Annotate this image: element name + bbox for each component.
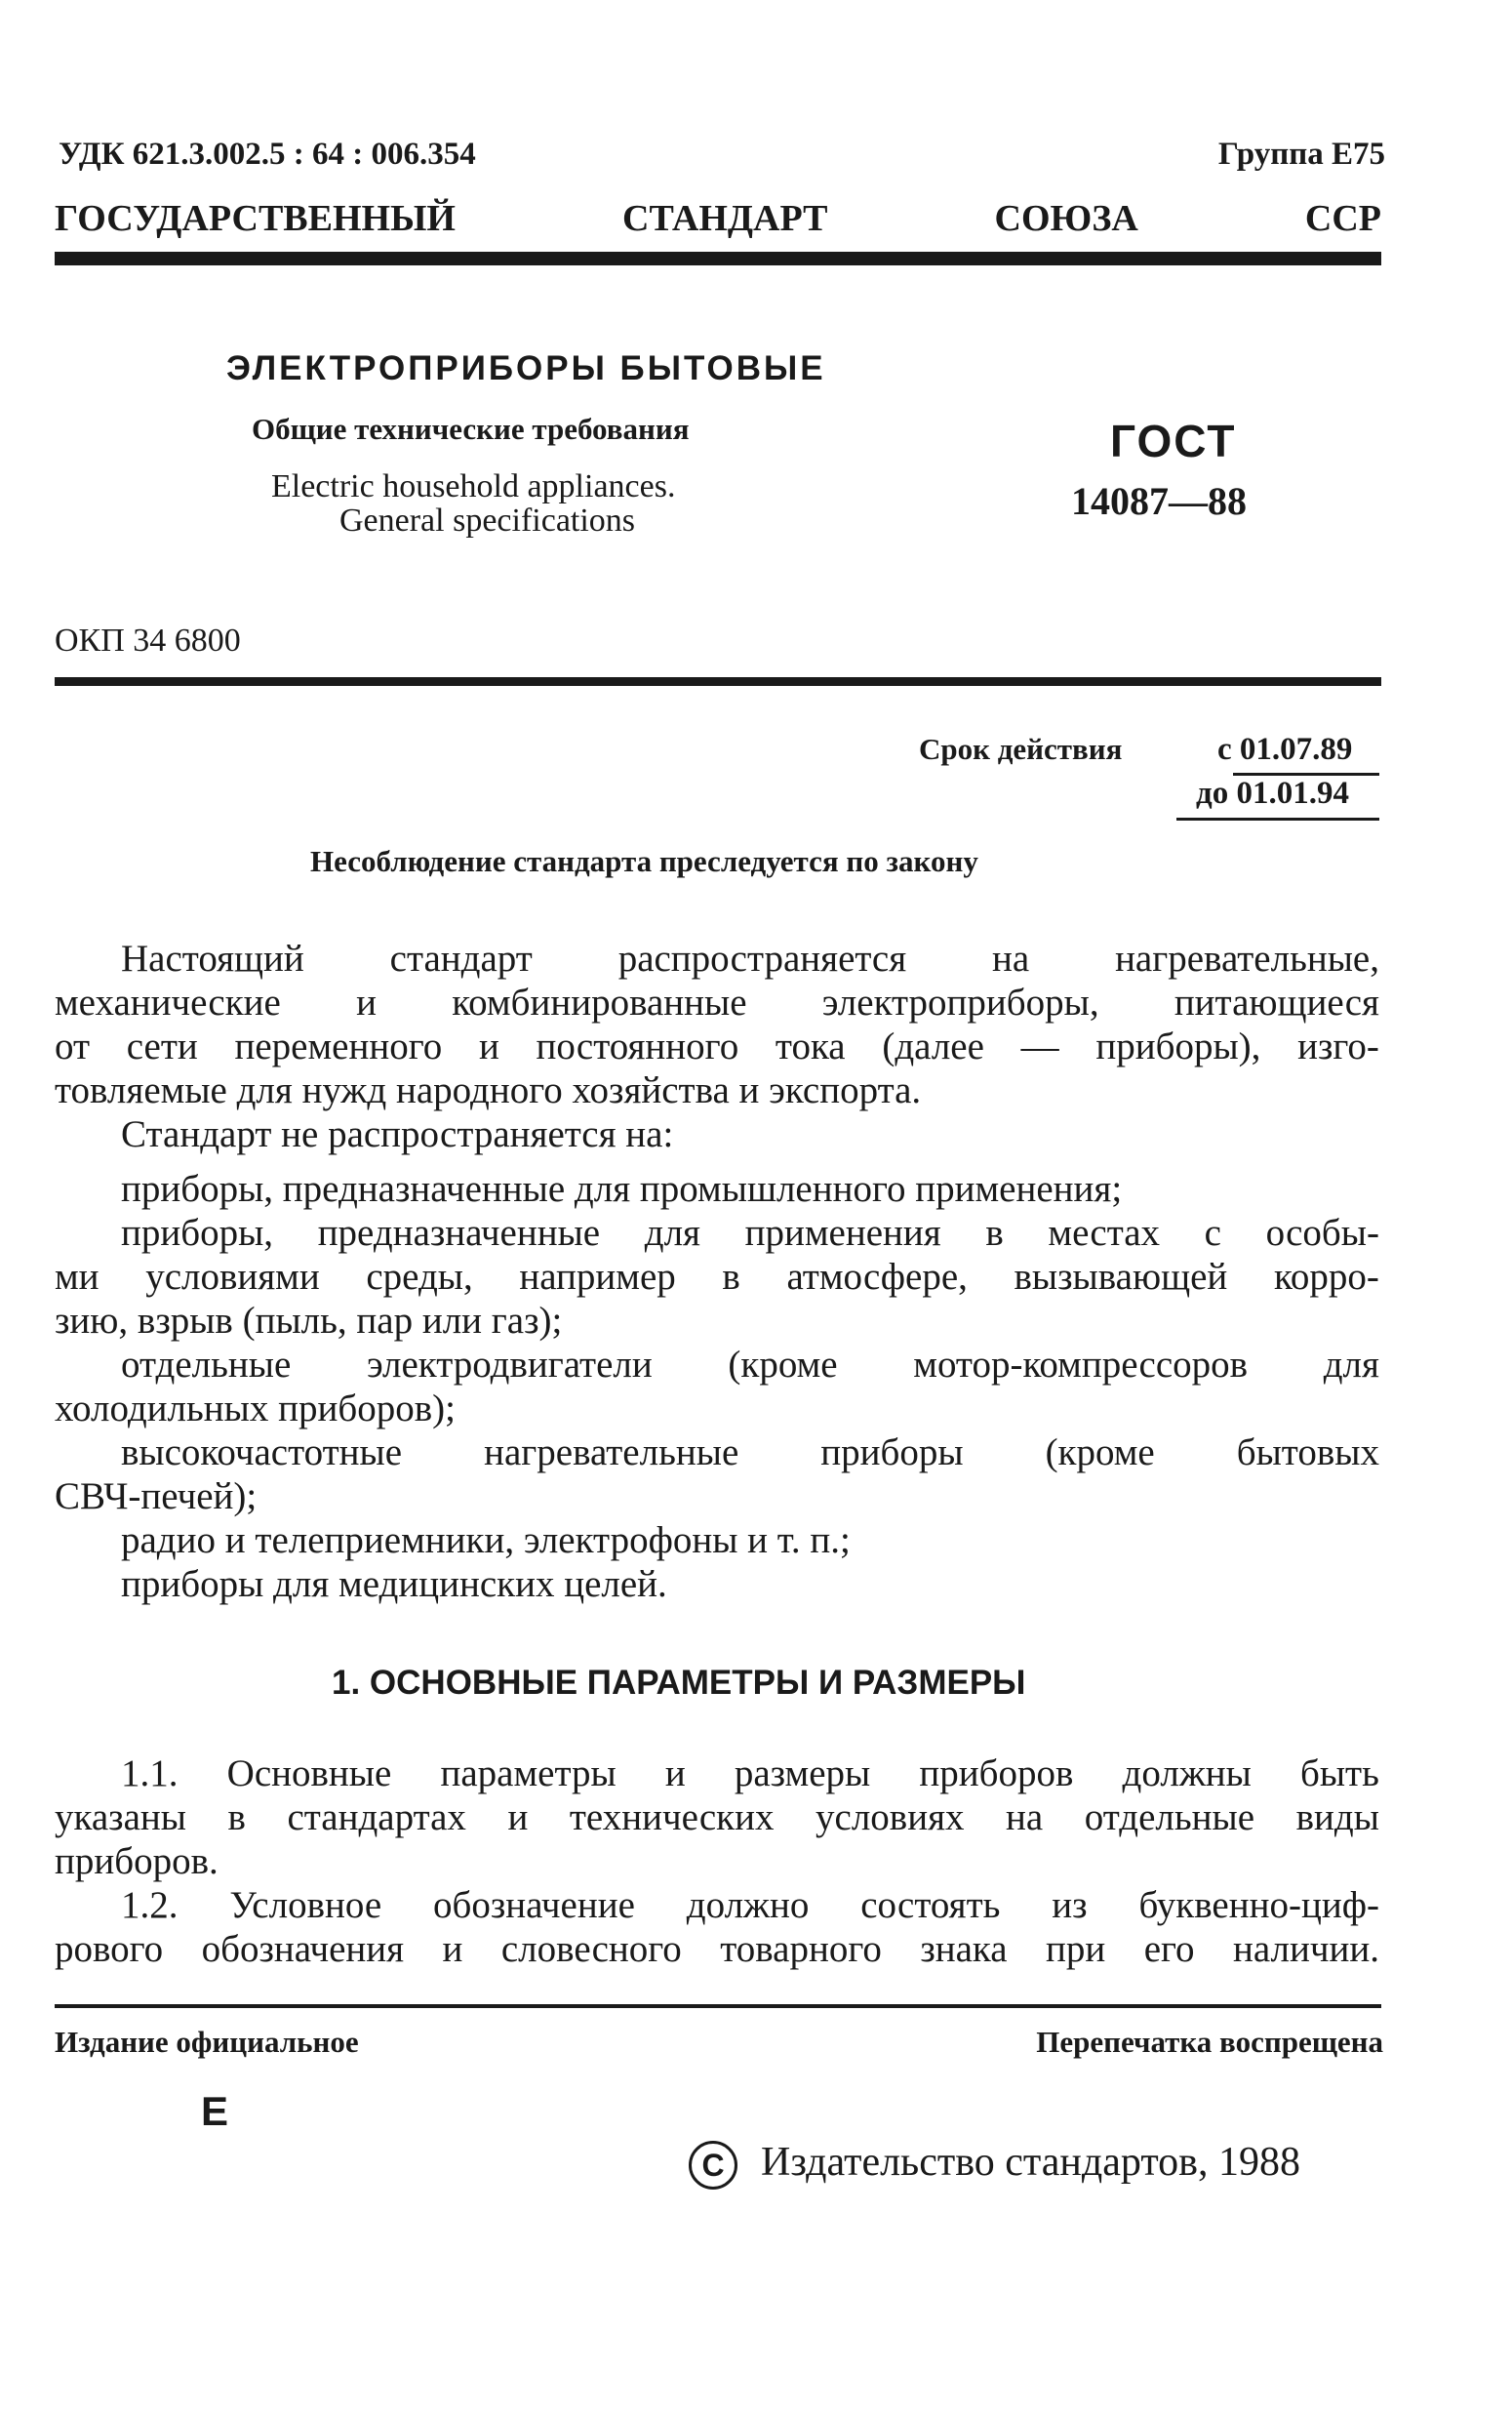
word: для	[644, 1212, 700, 1254]
word: и	[478, 1026, 499, 1067]
word: параметры	[440, 1752, 617, 1794]
word: словесного	[500, 1928, 682, 1970]
word: (кроме	[1045, 1431, 1155, 1473]
body-line: зию, взрыв (пыль, пар или газ);	[55, 1300, 563, 1342]
word: изго-	[1297, 1026, 1379, 1067]
letter-mark: Е	[201, 2088, 229, 2134]
gost-number: 14087—88	[1071, 479, 1247, 523]
word: состоять	[860, 1884, 1001, 1926]
copyright-icon: C	[689, 2141, 737, 2190]
body-line	[121, 1343, 1379, 1387]
word: переменного	[234, 1026, 443, 1067]
body-line: холодильных приборов);	[55, 1388, 456, 1429]
word: технических	[569, 1796, 775, 1838]
section-title: 1. ОСНОВНЫЕ ПАРАМЕТРЫ И РАЗМЕРЫ	[332, 1664, 1026, 1702]
validity-label: Срок действия	[919, 732, 1123, 766]
state-word: СОЮЗА	[994, 198, 1138, 239]
state-word: СТАНДАРТ	[622, 198, 828, 239]
word: например	[519, 1256, 676, 1298]
word: должно	[686, 1884, 810, 1926]
word: электроприборы,	[821, 982, 1099, 1024]
word: при	[1046, 1928, 1106, 1970]
reprint-note: Перепечатка воспрещена	[1036, 2025, 1383, 2059]
document-title: ЭЛЕКТРОПРИБОРЫ БЫТОВЫЕ	[226, 349, 826, 387]
word: из	[1052, 1884, 1088, 1926]
word: товарного	[720, 1928, 882, 1970]
word: атмосфере,	[786, 1256, 968, 1298]
group-code: Группа Е75	[1217, 137, 1385, 172]
word: нагревательные	[484, 1431, 739, 1473]
word: комбинированные	[452, 982, 747, 1024]
edition-note: Издание официальное	[55, 2025, 359, 2059]
word: в	[722, 1256, 740, 1298]
word: тока	[775, 1026, 846, 1067]
word: рового	[55, 1928, 164, 1970]
body-line	[55, 1025, 1379, 1068]
word: 1.2.	[121, 1884, 179, 1926]
validity-to: до 01.01.94	[1196, 776, 1349, 811]
section-line: приборов.	[55, 1840, 219, 1882]
word: обозначение	[433, 1884, 635, 1926]
state-word: ГОСУДАРСТВЕННЫЙ	[55, 198, 456, 239]
word: виды	[1295, 1796, 1379, 1838]
word: на	[1006, 1796, 1044, 1838]
word: и	[442, 1928, 463, 1970]
word: 1.1.	[121, 1752, 179, 1794]
word: отдельные	[121, 1344, 292, 1386]
word: (далее	[882, 1026, 984, 1067]
word: среды,	[366, 1256, 473, 1298]
body-line: товляемые для нужд народного хозяйства и экспорта.	[55, 1069, 922, 1111]
section-line	[121, 1883, 1379, 1927]
word: и	[664, 1752, 686, 1794]
body-line	[121, 1211, 1379, 1255]
word: Условное	[229, 1884, 382, 1926]
word: и	[356, 982, 377, 1024]
word: распространяется	[617, 938, 907, 980]
body-line	[121, 937, 1379, 981]
word: наличии.	[1233, 1928, 1379, 1970]
word: и	[507, 1796, 529, 1838]
top-rule	[55, 252, 1381, 265]
word: стандартах	[287, 1796, 466, 1838]
word: —	[1020, 1026, 1059, 1067]
publisher-line	[689, 2139, 1300, 2190]
word: на	[992, 938, 1030, 980]
word: размеры	[734, 1752, 871, 1794]
word: Настоящий	[121, 938, 304, 980]
word: стандарт	[389, 938, 533, 980]
word: в	[227, 1796, 246, 1838]
word: постоянного	[536, 1026, 739, 1067]
section-line	[55, 1795, 1379, 1839]
word: нагревательные,	[1115, 938, 1379, 980]
middle-rule	[55, 677, 1381, 686]
law-notice: Несоблюдение стандарта преследуется по закону	[310, 844, 978, 878]
udk-code: УДК 621.3.002.5 : 64 : 006.354	[59, 137, 476, 172]
section-line	[55, 1927, 1379, 1971]
word: механические	[55, 982, 281, 1024]
word: обозначения	[201, 1928, 405, 1970]
word: питающиеся	[1174, 982, 1379, 1024]
publisher-text: Издательство стандартов, 1988	[761, 2140, 1300, 2185]
english-title-line-2: General specifications	[339, 503, 636, 539]
body-line: приборы, предназначенные для промышленного применения;	[121, 1168, 1123, 1210]
word: вызывающей	[1014, 1256, 1228, 1298]
word: бытовых	[1236, 1431, 1379, 1473]
word: местах	[1048, 1212, 1161, 1254]
word: Основные	[226, 1752, 392, 1794]
word: условиями	[145, 1256, 320, 1298]
body-line: радио и телеприемники, электрофоны и т. п.;	[121, 1519, 851, 1561]
document-subtitle: Общие технические требования	[252, 412, 690, 446]
word: от	[55, 1026, 91, 1067]
state-word: ССР	[1304, 198, 1381, 239]
body-line	[55, 1255, 1379, 1299]
word: условиях	[816, 1796, 965, 1838]
word: ми	[55, 1256, 99, 1298]
word: особы-	[1265, 1212, 1379, 1254]
word: приборы,	[121, 1212, 274, 1254]
word: с	[1204, 1212, 1221, 1254]
validity-from: с 01.07.89	[1217, 732, 1353, 767]
word: знака	[920, 1928, 1008, 1970]
word: быть	[1300, 1752, 1379, 1794]
word: сети	[126, 1026, 198, 1067]
body-line: приборы для медицинских целей.	[121, 1563, 667, 1605]
word: отдельные	[1084, 1796, 1255, 1838]
word: мотор-компрессоров	[913, 1344, 1249, 1386]
word: электродвигатели	[366, 1344, 653, 1386]
okp-code: ОКП 34 6800	[55, 623, 241, 659]
word: его	[1143, 1928, 1195, 1970]
word: предназначенные	[317, 1212, 601, 1254]
body-line	[55, 981, 1379, 1025]
word: приборы	[820, 1431, 964, 1473]
body-line	[121, 1430, 1379, 1474]
word: для	[1323, 1344, 1379, 1386]
word: (кроме	[728, 1344, 838, 1386]
body-line: СВЧ-печей);	[55, 1475, 258, 1517]
word: высокочастотные	[121, 1431, 403, 1473]
word: применения	[744, 1212, 941, 1254]
section-line	[121, 1751, 1379, 1795]
state-standard-heading	[55, 197, 1381, 240]
validity-to-underline	[1176, 818, 1379, 821]
word: буквенно-циф-	[1138, 1884, 1379, 1926]
bottom-rule	[55, 2004, 1381, 2008]
word: указаны	[55, 1796, 186, 1838]
word: в	[985, 1212, 1004, 1254]
word: приборов	[919, 1752, 1074, 1794]
english-title-line-1: Electric household appliances.	[271, 468, 676, 504]
word: приборы),	[1095, 1026, 1261, 1067]
word: должны	[1122, 1752, 1252, 1794]
word: корро-	[1273, 1256, 1379, 1298]
gost-label: ГОСТ	[1110, 416, 1237, 466]
body-line: Стандарт не распространяется на:	[121, 1113, 674, 1155]
